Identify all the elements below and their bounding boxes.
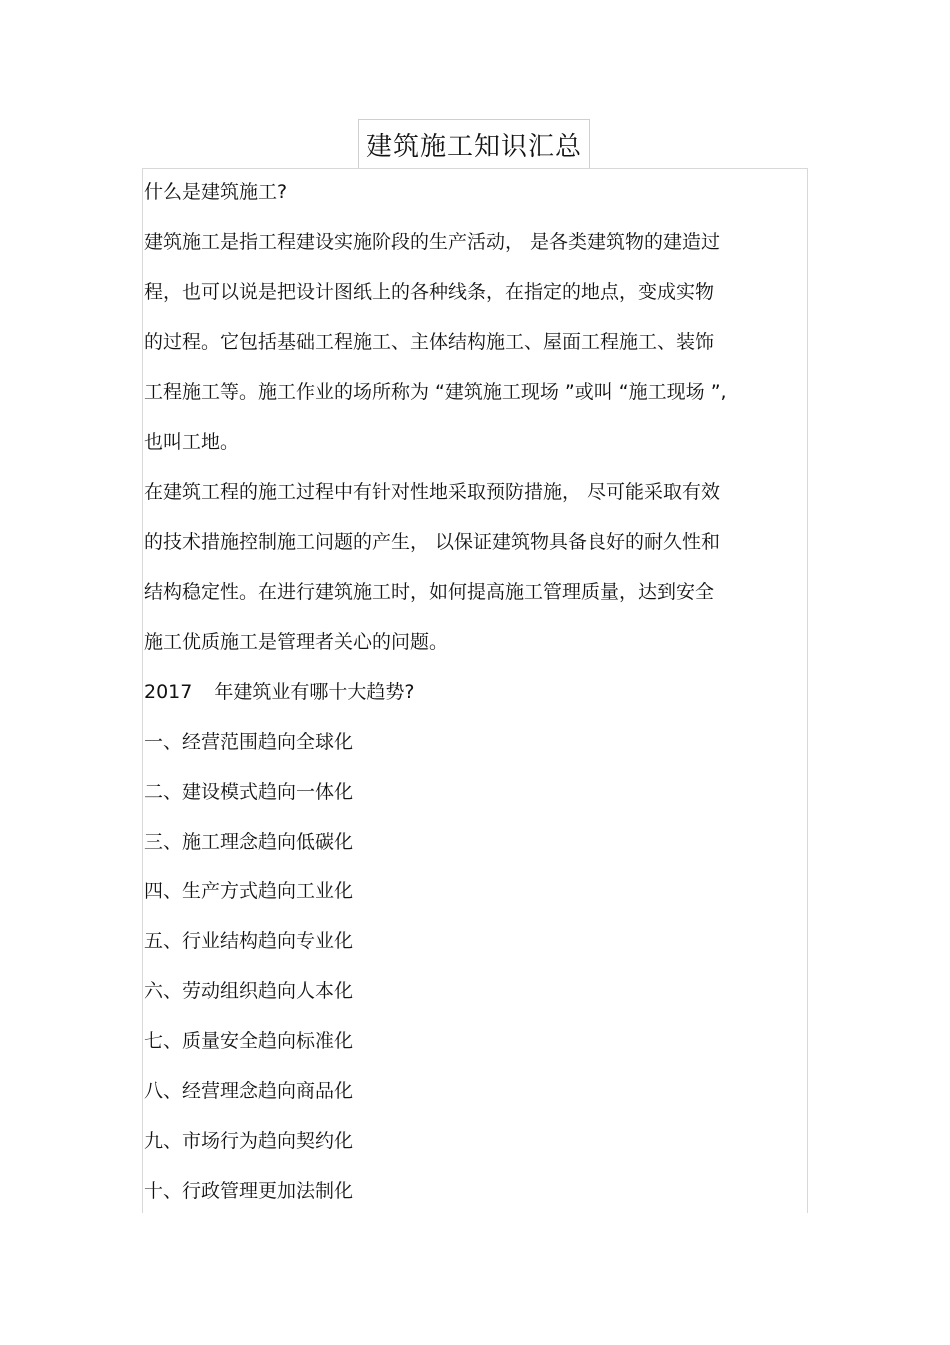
heading-trends xyxy=(144,680,414,704)
trend-item-9: 九、市场行为趋向契约化 xyxy=(144,1130,354,1152)
paragraph-1-line-4: 工程施工等。施工作业的场所称为 “建筑施工现场 ”或叫 “施工现场 ”, xyxy=(144,381,727,403)
heading-trends-year: 2017 xyxy=(144,681,193,703)
trend-item-6: 六、劳动组织趋向人本化 xyxy=(144,980,354,1002)
title-box xyxy=(358,119,590,168)
paragraph-1-line-5: 也叫工地。 xyxy=(144,431,240,453)
trend-item-2: 二、建设模式趋向一体化 xyxy=(144,781,354,803)
paragraph-1-line-1: 建筑施工是指工程建设实施阶段的生产活动， 是各类建筑物的建造过 xyxy=(144,231,721,253)
trend-item-8: 八、经营理念趋向商品化 xyxy=(144,1080,354,1102)
trend-item-1: 一、经营范围趋向全球化 xyxy=(144,731,354,753)
paragraph-2-line-3: 结构稳定性。在进行建筑施工时，如何提高施工管理质量，达到安全 xyxy=(144,581,715,603)
paragraph-1-line-3: 的过程。它包括基础工程施工、主体结构施工、屋面工程施工、装饰 xyxy=(144,331,715,353)
paragraph-2-line-2: 的技术措施控制施工问题的产生， 以保证建筑物具备良好的耐久性和 xyxy=(144,531,721,553)
paragraph-1-line-2: 程，也可以说是把设计图纸上的各种线条，在指定的地点，变成实物 xyxy=(144,281,715,303)
paragraph-2-line-4: 施工优质施工是管理者关心的问题。 xyxy=(144,631,449,653)
document-title: 建筑施工知识汇总 xyxy=(365,131,582,162)
trend-item-3: 三、施工理念趋向低碳化 xyxy=(144,831,354,853)
trend-item-7: 七、质量安全趋向标准化 xyxy=(144,1030,354,1052)
trend-item-4: 四、生产方式趋向工业化 xyxy=(144,880,354,902)
trend-item-5: 五、行业结构趋向专业化 xyxy=(144,930,354,952)
paragraph-2-line-1: 在建筑工程的施工过程中有针对性地采取预防措施， 尽可能采取有效 xyxy=(144,481,721,503)
heading-what-is-construction: 什么是建筑施工? xyxy=(144,181,288,203)
heading-trends-text: 年建筑业有哪十大趋势? xyxy=(214,681,415,703)
trend-item-10: 十、行政管理更加法制化 xyxy=(144,1180,354,1202)
